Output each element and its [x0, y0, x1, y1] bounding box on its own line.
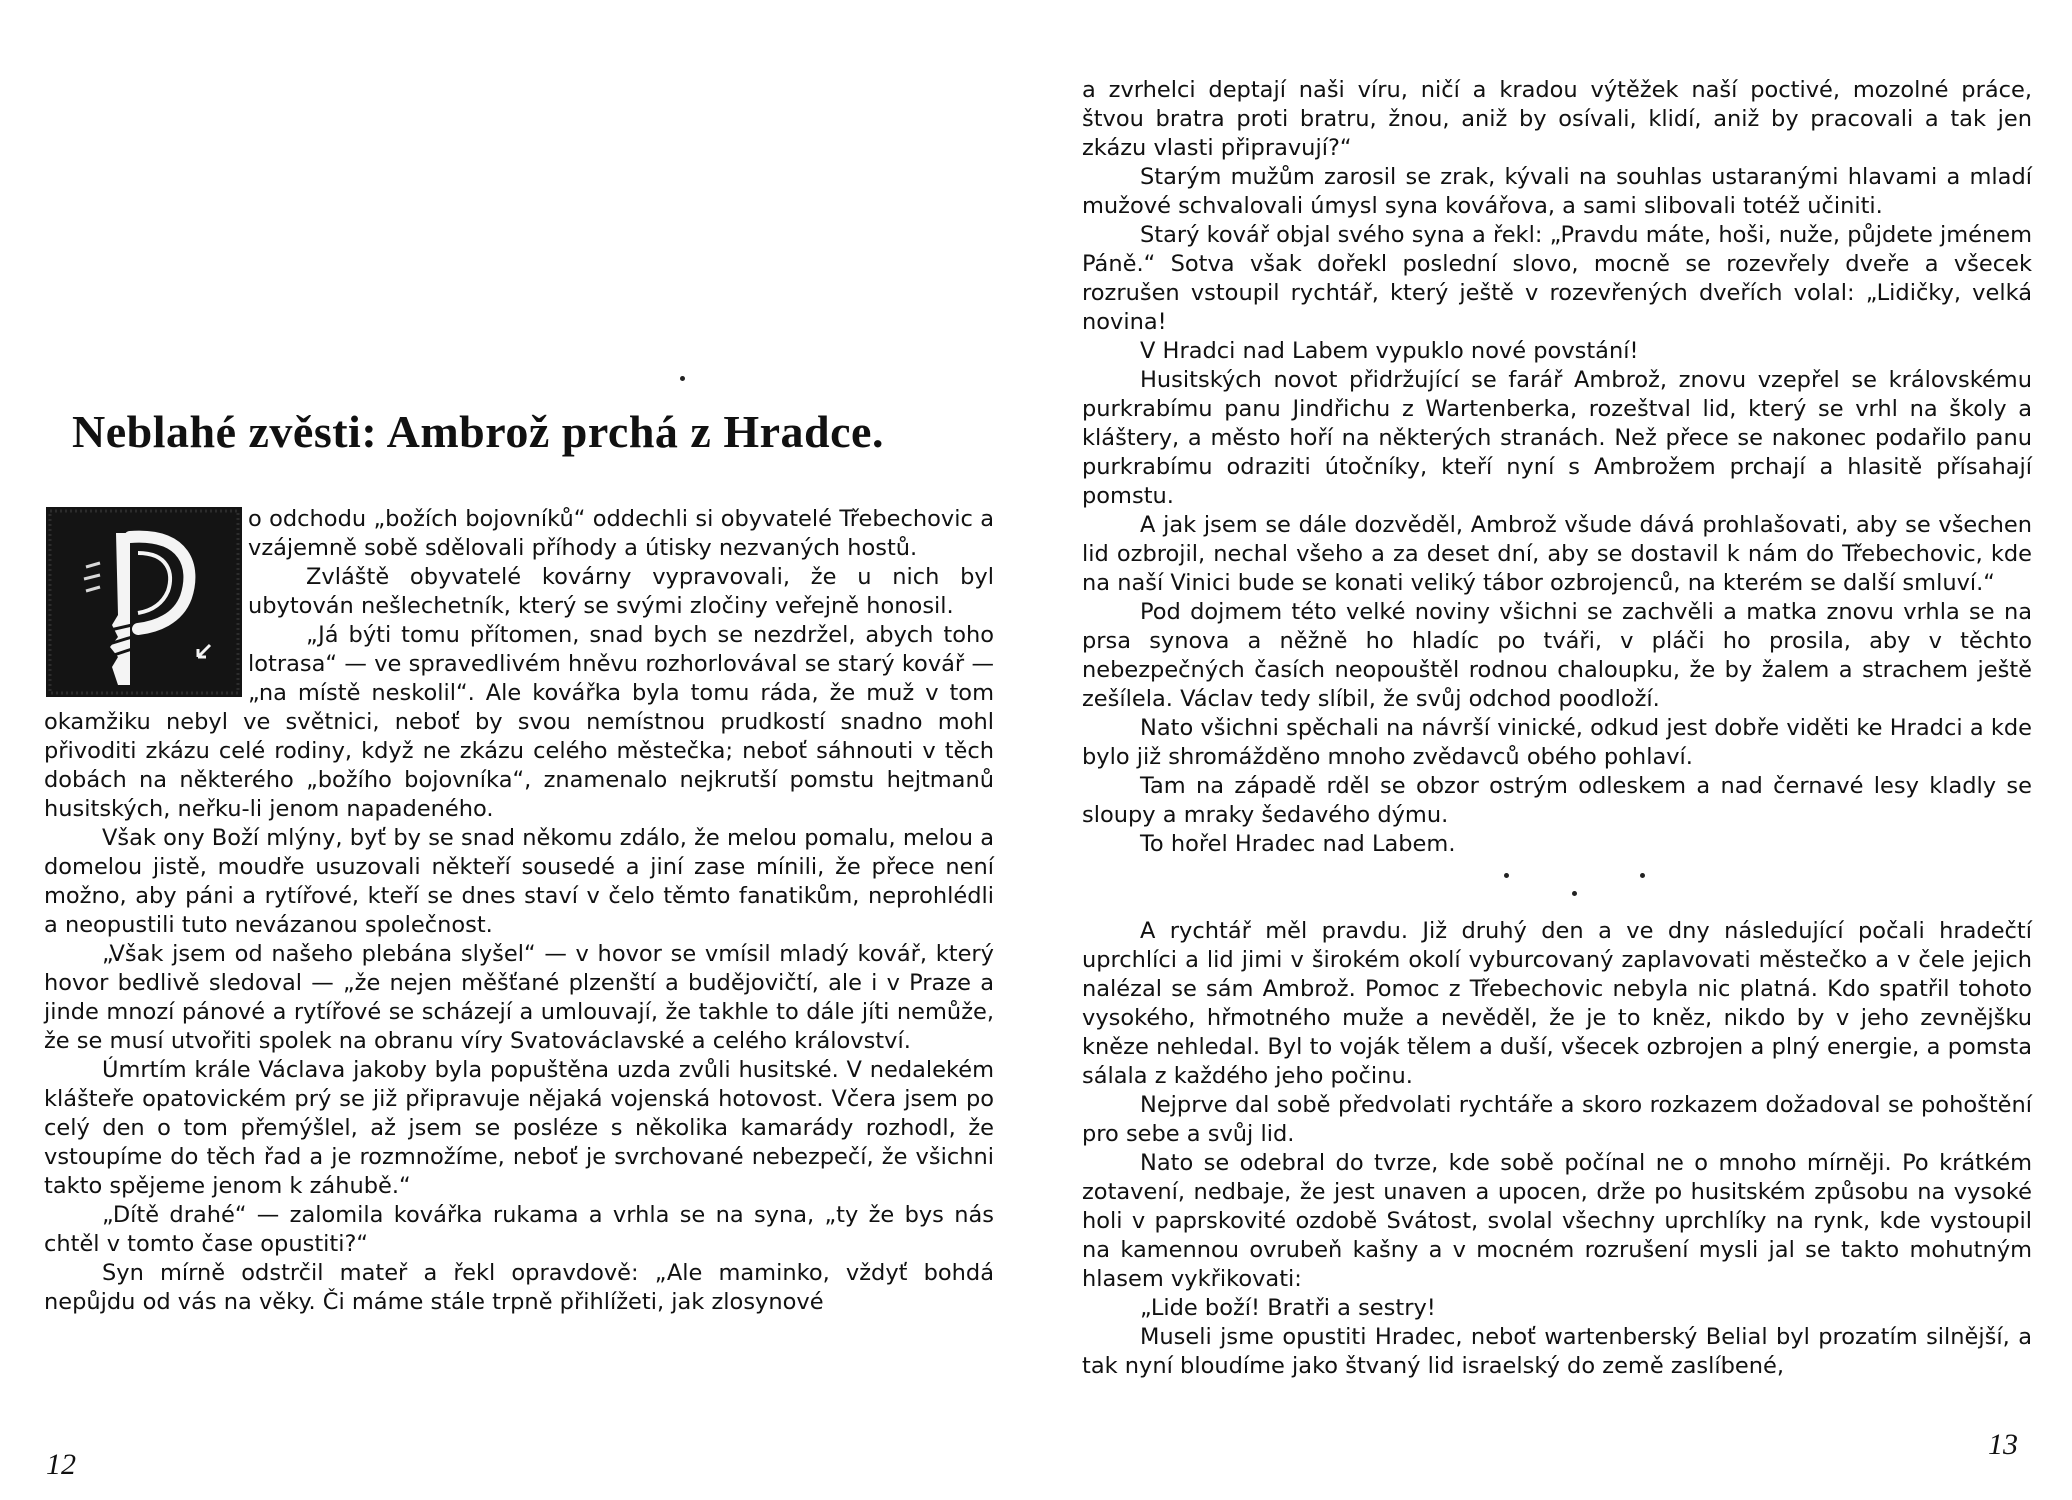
paragraph: Nejprve dal sobě předvolati rychtáře a skoro rozkazem dožadoval se pohoštění pro sebe a svůj lid. — [1082, 1092, 2032, 1147]
paragraph: o odchodu „božích bojovníků“ oddechli si obyvatelé Třebechovic a vzájemně sobě sdělovali příhody a útisky nezvaných hostů. — [248, 506, 994, 561]
chapter-title: Neblahé zvěsti: Ambrož prchá z Hradce. — [72, 406, 884, 457]
paragraph: Pod dojmem této velké noviny všichni se zachvěli a matka znovu vrhla se na prsa synova a něžně ho hladíc po tváři, v pláči ho prosila, aby v těchto nebezpečných časích neopouštěl rodnou chaloupku, že by žalem a strachem ještě zešílela. Václav tedy slíbil, že svůj odchod poodloží. — [1082, 599, 2032, 712]
paragraph: a zvrhelci deptají naši víru, ničí a kradou výtěžek naší poctivé, mozolné práce, štvou bratra proti bratru, žnou, aniž by osívali, klidí, aniž by pracovali a tak jen zkázu vlasti připravují?“ — [1082, 77, 2032, 161]
section-break — [1082, 859, 2032, 917]
paragraph: Zvláště obyvatelé kovárny vypravovali, že u nich byl ubytován nešlechetník, který se svými zločiny veřejně honosil. — [248, 564, 994, 619]
paragraph: Tam na západě rděl se obzor ostrým odleskem a nad černavé lesy kladly se sloupy a mraky šedavého dýmu. — [1082, 773, 2032, 828]
drop-cap-p-icon — [46, 507, 242, 697]
page-number: 13 — [1988, 1428, 2018, 1461]
paragraph: Úmrtím krále Václava jakoby byla popuštěna uzda zvůli husitské. V nedalekém klášteře opatovickém prý se již připravuje nějaká vojenská hotovost. Včera jsem po celý den o tom přemýšlel, až jsem se posléze s několika kamarády rozhodl, že vstoupíme do těch řad a je rozmnožíme, neboť je svrchované nebezpečí, že všichni takto spějeme jenom k záhubě.“ — [44, 1057, 994, 1199]
paragraph: „Já býti tomu přítomen, snad bych se nezdržel, abych toho lotrasa“ — ve spravedlivém hněvu rozhorlovával se starý kovář — „na místě neskolil“. Ale kovářka byla tomu ráda, že muž v tom okamžiku nebyl ve světnici, neboť by svou nemístnou prudkostí snadno mohl přivoditi zkázu celé rodiny, když ne zkázu celého městečka; neboť sáhnouti v těch dobách na některého „božího bojovníka“, znamenalo nejkrutší pomstu hejtmanů husitských, neřku-li jenom napadeného. — [44, 622, 994, 822]
section-break-star — [1572, 891, 1577, 896]
paragraph: Však ony Boží mlýny, byť by se snad někomu zdálo, že melou pomalu, melou a domelou jistě, moudře usuzovali někteří sousedé a jiní zase mínili, že přece není možno, aby páni a rytířové, kteří se dnes staví v čelo těmto fanatikům, neprohlédli a neopustili tuto nevázanou společnost. — [44, 825, 994, 938]
paragraph: A jak jsem se dále dozvěděl, Ambrož všude dává prohlašovati, aby se všechen lid ozbrojil, nechal všeho a za deset dní, aby se dostavil k nám do Třebechovic, kde na naší Vinici bude se konati veliký tábor ozbrojenců, na kterém se další smluví.“ — [1082, 512, 2032, 596]
decorative-dot — [680, 376, 685, 381]
paragraph: Husitských novot přidržující se farář Ambrož, znovu vzepřel se královskému purkrabímu panu Jindřichu z Wartenberka, rozeštval lid, který se vrhl na školy a kláštery, a město hoří na některých stranách. Než přece se nakonec podařilo panu purkrabímu odraziti útočníky, kteří nyní s Ambrožem prchají a hlasitě přísahají pomstu. — [1082, 367, 2032, 509]
section-break-star — [1640, 873, 1645, 878]
right-page — [1036, 0, 2072, 1500]
paragraph: „Však jsem od našeho plebána slyšel“ — v hovor se vmísil mladý kovář, který hovor bedlivě sledoval — „že nejen měšťané plzenští a budějovičtí, ale i v Praze a jinde mnozí pánové a rytířové se scházejí a umlouvají, že takhle to dále jíti nemůže, že se musí utvořiti spolek na obranu víry Svatováclavské a celého království. — [44, 941, 994, 1054]
right-page-text — [1082, 76, 2032, 1381]
section-break-star — [1504, 873, 1509, 878]
paragraph: Nato se odebral do tvrze, kde sobě počínal ne o mnoho mírněji. Po krátkém zotavení, nedbaje, že jest unaven a upocen, drže po husitském způsobu na vysoké holi v paprskovité ozdobě Svátost, svolal všechny uprchlíky na rynk, kde vystoupil na kamennou ovrubeň kašny a v mocném rozrušení mysli jal se takto mohutným hlasem vykřikovati: — [1082, 1150, 2032, 1292]
paragraph: Starým mužům zarosil se zrak, kývali na souhlas ustaranými hlavami a mladí mužové schvalovali úmysl syna kovářova, a sami slibovali totéž učiniti. — [1082, 164, 2032, 219]
left-page-text — [44, 505, 994, 1317]
paragraph: Museli jsme opustiti Hradec, neboť wartenberský Belial byl prozatím silnější, a tak nyní bloudíme jako štvaný lid israelský do země zaslíbené, — [1082, 1324, 2032, 1379]
page-number: 12 — [46, 1448, 76, 1481]
paragraph: To hořel Hradec nad Labem. — [1140, 831, 1456, 857]
paragraph: Starý kovář objal svého syna a řekl: „Pravdu máte, hoši, nuže, půjdete jménem Páně.“ Sotva však dořekl poslední slovo, mocně se rozevřely dveře a všecek rozrušen vstoupil rychtář, který ještě v rozevřených dveřích volal: „Lidičky, velká novina! — [1082, 222, 2032, 335]
paragraph: Nato všichni spěchali na návrší vinické, odkud jest dobře viděti ke Hradci a kde bylo již shromážděno mnoho zvědavců obého pohlaví. — [1082, 715, 2032, 770]
drop-cap-ornament — [46, 507, 242, 697]
paragraph: „Dítě drahé“ — zalomila kovářka rukama a vrhla se na syna, „ty že bys nás chtěl v tomto čase opustiti?“ — [44, 1202, 994, 1257]
paragraph: Syn mírně odstrčil mateř a řekl opravdově: „Ale maminko, vždyť bohdá nepůjdu od vás na věky. Či máme stále trpně přihlížeti, jak zlosynové — [44, 1260, 994, 1315]
paragraph: A rychtář měl pravdu. Již druhý den a ve dny následující počali hradečtí uprchlíci a lid jimi v širokém okolí vyburcovaný zaplavovati městečko a v čele jejich nalézal se sám Ambrož. Pomoc z Třebechovic nebyla nic platná. Kdo spatřil tohoto vysokého, hřmotného muže a nevěděl, že je to kněz, nikdo by v jeho zevnějšku kněze nehledal. Byl to voják tělem a duší, všecek ozbrojen a plný energie, a pomsta sálala z každého jeho počinu. — [1082, 918, 2032, 1089]
paragraph: V Hradci nad Labem vypuklo nové povstání! — [1140, 338, 1639, 364]
paragraph: „Lide boží! Bratři a sestry! — [1140, 1295, 1436, 1321]
